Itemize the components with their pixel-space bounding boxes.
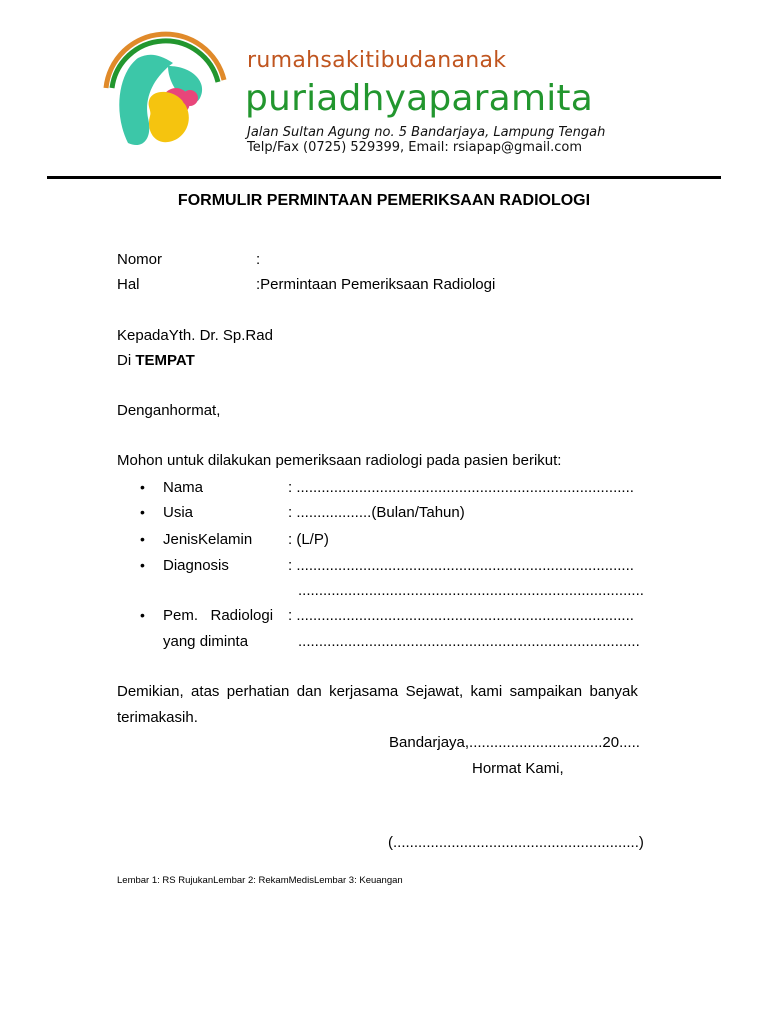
nomor-label: Nomor xyxy=(117,251,163,268)
hospital-address: Jalan Sultan Agung no. 5 Bandarjaya, Lampung Tengah xyxy=(247,125,606,140)
nama-field[interactable]: : ................................................................................. xyxy=(288,479,634,496)
recipient-location xyxy=(117,352,195,369)
jenis-kelamin-label: JenisKelamin xyxy=(163,531,253,548)
hospital-contact: Telp/Fax (0725) 529399, Email: rsiapap@gmail.com xyxy=(247,140,583,155)
usia-label: Usia xyxy=(163,504,194,521)
diagnosis-field-line2[interactable]: ................................................................................... xyxy=(298,582,644,599)
pemeriksaan-label-line2: yang diminta xyxy=(163,633,249,650)
closing-line: Demikian, atas perhatian dan kerjasama Sejawat, kami sampaikan banyak xyxy=(117,683,638,700)
signature-line[interactable]: (...........................................................) xyxy=(388,834,644,851)
bullet: • xyxy=(140,557,145,573)
bullet: • xyxy=(140,531,145,547)
intro-text: Mohon untuk dilakukan pemeriksaan radiologi pada pasien berikut: xyxy=(117,452,562,469)
greeting: Denganhormat, xyxy=(117,402,221,419)
usia-field[interactable]: : ..................(Bulan/Tahun) xyxy=(288,504,465,521)
recipient-location-bold: TEMPAT xyxy=(135,352,195,369)
jenis-kelamin-field[interactable]: : (L/P) xyxy=(288,531,329,548)
date-line[interactable]: Bandarjaya,................................20..... xyxy=(389,734,640,751)
hospital-subtitle: rumahsakitibudananak xyxy=(247,48,507,73)
pemeriksaan-field-line2[interactable]: .................................................................................. xyxy=(298,633,640,650)
pemeriksaan-label: Pem. Radiologi xyxy=(163,607,274,624)
diagnosis-label: Diagnosis xyxy=(163,557,229,574)
hospital-name: puriadhyaparamita xyxy=(245,78,593,119)
bullet: • xyxy=(140,479,145,495)
document-title: FORMULIR PERMINTAAN PEMERIKSAAN RADIOLOGI xyxy=(177,192,591,209)
hal-value: :Permintaan Pemeriksaan Radiologi xyxy=(256,276,496,293)
diagnosis-field[interactable]: : ................................................................................. xyxy=(288,557,634,574)
copy-distribution-note: Lembar 1: RS RujukanLembar 2: RekamMedisLembar 3: Keuangan xyxy=(117,875,403,886)
regards: Hormat Kami, xyxy=(472,760,564,777)
bullet: • xyxy=(140,504,145,520)
nama-label: Nama xyxy=(163,479,204,496)
hospital-logo-icon xyxy=(98,18,233,158)
bullet: • xyxy=(140,607,145,623)
nomor-separator: : xyxy=(256,251,261,268)
hal-label: Hal xyxy=(117,276,140,293)
header-divider xyxy=(47,176,721,179)
recipient-line: KepadaYth. Dr. Sp.Rad xyxy=(117,327,273,344)
recipient-location-prefix: Di xyxy=(117,352,132,369)
closing-line-2: terimakasih. xyxy=(117,709,198,726)
pemeriksaan-field[interactable]: : ................................................................................. xyxy=(288,607,634,624)
